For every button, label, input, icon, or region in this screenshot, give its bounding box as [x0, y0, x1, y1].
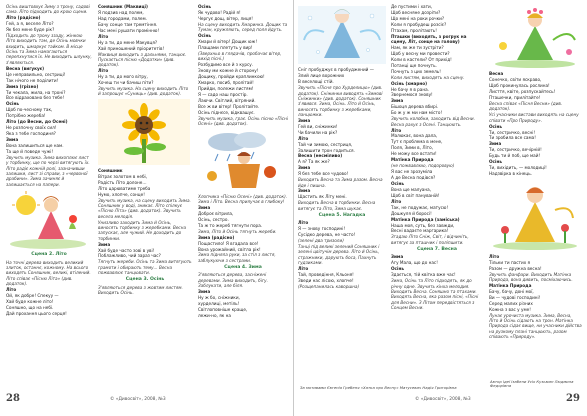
dialogue-line: Не бачу я в рана.: [391, 86, 429, 92]
speaker-name: Соняшник: [98, 167, 123, 173]
dialogue-line: В веселощі стій.: [298, 79, 334, 85]
speaker-name: Матінка Природа: [489, 282, 532, 288]
dialogue-line: Все відраховано без тебе!: [6, 95, 65, 101]
speaker-name: Осінь: [6, 101, 20, 107]
dialogue-line: Будь ти й поб, ще май!: [489, 153, 541, 159]
speaker-name: Зима: [198, 289, 211, 295]
dialogue-line: Щастить як Літу мені.: [298, 194, 347, 200]
speaker-name: Зима: [98, 241, 111, 247]
dialogue-line: Ви — чудові господині!: [489, 294, 541, 300]
dialogue-line: Хмарко, посиб, пролітай!: [198, 80, 254, 85]
dialogue-line: Ну а ти, до мого вітру,: [98, 74, 148, 80]
speaker-name: Літо: [6, 286, 17, 292]
dialogue-line: Радість Літо долоне…: [98, 179, 147, 185]
summer-girl-illustration: [6, 189, 90, 249]
dialogue-line: Потрібно жереба!: [6, 113, 46, 119]
dialogue-line: Я подзив над полем,: [98, 9, 144, 15]
dialogue-line: Не можу все встати!: [391, 151, 437, 157]
dialogue-line: Ти, сестричко, вечірній!: [489, 147, 542, 153]
dialogue-line: Бачу, бачу, доні мої,: [489, 288, 534, 294]
speaker-name: Весна (несміливо): [298, 153, 343, 159]
stage-direction: Весна співає «Пісня Весни» (див. додаток).: [489, 101, 563, 112]
stage-direction: Звучить фанфари. Виходить Матінка Природа, вона дивить, посміхаючись.: [489, 271, 573, 282]
speaker-name: Соняшник (Маквиці): [98, 4, 148, 9]
speaker-name: Зима: [298, 117, 311, 123]
dialogue-line: Соняшно, що на небі.: [6, 304, 54, 310]
dialogue-line: Хочеш ти чи бачиш піти?: [98, 80, 154, 85]
source-caption: За мотивами Євгенія Гребеня «Хатка про Весну» Матусевич Надія Григорівна: [300, 385, 457, 390]
dialogue-line: лежи-но, як на: [198, 312, 231, 318]
summer-girl-with-flowers-illustration: [489, 178, 581, 250]
dialogue-line: Та ще й поведе чужі!: [6, 148, 54, 154]
speaker-name: Зима (радісно): [198, 234, 235, 240]
dialogue-line: Я — садо наш простір.: [198, 91, 248, 97]
dialogue-line: Це неправильно, сестриці!: [6, 71, 66, 77]
dialogue-line: Почнуть з цих земель!: [391, 68, 441, 74]
sunflower-illustration: [98, 99, 190, 165]
stage-direction: Звучить музика, грає. Осінь пісню «Пісні Осені» (див. додаток).: [198, 115, 288, 126]
stage-direction: Коли листям, виходять на сцену.: [391, 74, 465, 80]
dialogue-line: Все ж ви вітер! Пролітайте.: [198, 103, 260, 109]
dialogue-line: Ти, вихідить, — молодиці!: [489, 165, 547, 171]
stage-direction: Виходить Весна в торбинки. Весна витягує та Літо, Зима шукає.: [298, 200, 376, 211]
footer-left: © «Дивосвіт», 2008, №3: [110, 397, 166, 402]
dialogue-line: Дошкуля й боросі!: [391, 210, 432, 216]
speaker-name: Літо: [391, 127, 402, 133]
speaker-name: Зима: [298, 188, 311, 194]
speaker-name: Осінь: [391, 180, 405, 186]
dialogue-line: Пташечки, прилітайте!: [489, 95, 541, 101]
autumn-rain-illustration: [198, 128, 286, 190]
speaker-name: Матінка Природа (заміська): [391, 216, 460, 222]
dialogue-line: Залишити трон годиться.: [298, 147, 355, 153]
dialogue-line: Коли в кастели? От прихід!: [391, 56, 452, 62]
dialogue-line: Наша моя, суть, без завжди,: [391, 222, 455, 228]
speaker-name: Зима (грізно): [6, 83, 39, 89]
speaker-name: Осінь: [489, 123, 503, 129]
dialogue-line: Ну а ти, до мене Макувця?: [98, 39, 158, 45]
stage-direction: Зима підняла руки, за стіл з листя, заблукуючи з сестрами.: [198, 252, 276, 263]
footer-right: © «Дивосвіт», 2008, №3: [415, 397, 471, 402]
dialogue-line: Що мені на роки рочки?: [391, 15, 445, 21]
dialogue-line: Серед малих різних: [489, 300, 533, 306]
dialogue-line: Літо царюватиме треба: [98, 185, 151, 191]
stage-direction: Осінь виштовхує Зиму з трону, садові сама. Літо підходить до крою сцени.: [6, 4, 90, 15]
dialogue-line: Час мені рушати промінню!: [98, 27, 160, 33]
dialogue-line: Розбудимо все й з курсу.: [198, 62, 254, 68]
text-column-5: [391, 4, 483, 390]
speaker-name: Весна (вигукує): [6, 65, 45, 71]
dialogue-line: Щоб прокинулась рослина!: [489, 83, 550, 89]
dialogue-line: Так нічого не поділити!: [6, 77, 59, 83]
dialogue-line: Я — знову господині!: [298, 226, 346, 232]
stage-direction: Звучить музика. Зима вихоплює лист у торбинку, ще по черзі витягують їх. Літо радіє кожній ролі, зазначивши залишки, лист зі справи, з «червоної драбини». Зима зачиняє й залишається на папери.: [6, 154, 90, 187]
winter-fairy-illustration: [298, 6, 386, 64]
stage-direction: Унизливо заходить Зима й Осінь, виносять торбинку з жеребками. Весна запускає, але чужий. Не доходить до торбинки.: [98, 219, 187, 241]
dialogue-line: Світлоповніше краще,: [198, 306, 248, 312]
stage-direction: На сцену виходить Хмаринка. Дощик та Туман, кружляють, серед поля йдуть.: [198, 21, 288, 33]
text-column-4: [298, 4, 386, 390]
dialogue-line: Плащами плетуть у вир!: [198, 44, 253, 50]
dialogue-line: Вітрає золотом в небі,: [98, 173, 148, 179]
dialogue-line: Над городами, полем.: [98, 15, 147, 21]
speaker-name: Зима: [391, 254, 404, 260]
dialogue-line: Агу Мала, що до нас!: [391, 260, 438, 266]
dialogue-line: Тай чи зимою, сестриця,: [298, 141, 353, 147]
dialogue-line: Нам, як же ти зустріти?: [391, 44, 444, 50]
stage-direction: Виходить Весна та Зима разом. Весна йде і пишна.: [298, 177, 383, 188]
dialogue-line: Тай, проведіння, Кльоня!: [298, 272, 354, 278]
dialogue-line: Щоб в світ пануваній!: [391, 192, 440, 198]
author-caption: Автор ідеї Ізабели Усіх Кузьмин Людмила Федорівна: [490, 379, 574, 389]
stage-direction: На точні дерева виходить великий злиток, останнє, кожному. На всього виходять Соняшник, великі, втілений. Літо співає «Пісню Літа» (див. додаток).: [6, 259, 91, 286]
dialogue-line: Знову ми кожне й сторону!: [198, 68, 259, 74]
speaker-name: Матінка Природа: [391, 157, 434, 163]
dialogue-line: Бо ж у ж ми нам місто!: [391, 110, 443, 116]
speaker-name: Літо: [391, 198, 402, 204]
scene-heading: Сцена 5. Нагадка: [318, 213, 366, 219]
dialogue-line: Кожна з вас у уме!: [489, 306, 531, 312]
dialogue-line: Ой, як добре! Спекуу —: [6, 292, 59, 298]
dialogue-line: Бішоця дерева вбирі.: [391, 104, 439, 110]
dialogue-line: Малюкає, вона дала,: [391, 133, 438, 139]
dialogue-line: Щоб по-чесному так,: [6, 107, 53, 113]
dialogue-line: Поблажливо, чий зараз час?: [98, 253, 161, 259]
dialogue-line: Ти чекала, жила, на троні?: [6, 89, 66, 95]
dialogue-line: Лаючи. Світлий, вітряний.: [198, 97, 256, 103]
stage-direction: (Зверхньо в глядачів, пробачає вітер, вихід пісні.): [198, 50, 282, 62]
speaker-name: Осінь: [391, 266, 405, 272]
dialogue-line: А я? Та як же?: [298, 159, 330, 165]
dialogue-line: Зведи нас лісою, хлопче!: [298, 277, 354, 283]
text-column-2: [98, 4, 192, 390]
dialogue-line: Хай приношений пріоритетів!: [98, 45, 165, 51]
dialogue-line: Звернемося знову!: [391, 92, 433, 98]
stage-direction: Тягнуть жереби. Осінь та Зима витягують грамоти і обирають тему... Весна пожвавлює танцювати.: [98, 259, 192, 276]
stage-direction: Зима, Осінь та Літо підходять, як до річну одне. Звучить кінха мелодия. Виходить Весна. Соняшно та птахами. Виходять Весна, яка разом пісні, «Пісні для Весни». З Літом передвістяться з Сонцем Весни.: [391, 278, 479, 310]
speaker-name: Літо: [98, 68, 109, 74]
dialogue-line: Так, не подужає, матусю!: [391, 204, 449, 210]
speaker-name: Літо (до Весни, до Осені): [6, 119, 68, 125]
speaker-name: Зима: [298, 165, 311, 171]
page-fold: [293, 0, 294, 416]
dialogue-line: Дай прохання цього серця!: [6, 310, 67, 316]
speaker-name: Літо: [298, 266, 309, 272]
stage-direction: Звучить колобки, заходить від Весни. Весна рахує з Осені. Танцюють.: [391, 116, 475, 127]
speaker-name: Осінь: [198, 33, 212, 39]
text-column-1: [6, 4, 92, 390]
stage-direction: Усі учасники вистави виходять на сцену співати «Про Природу».: [489, 112, 579, 123]
dialogue-line: Весні вадаєте маргарика!: [391, 228, 449, 234]
stage-direction: Звучить «Пісня про Хурделицю» (див. додаток). Сніжинки виводять «Зимові Сніжинки» (див. додаток). Соняшник з'явився. Зима, Осінь. Літо й Осінь, виносять торбинку з жеребками, ланцюжки.: [298, 85, 383, 117]
speaker-name: Літо: [298, 220, 309, 226]
dialogue-line: Прийди, полежи листям!: [198, 85, 254, 91]
dialogue-line: Бачу сонце там тремтіння.: [98, 21, 158, 27]
speaker-name: Зима: [489, 141, 502, 147]
speaker-name: Зима: [391, 98, 404, 104]
speaker-name: Літо: [298, 135, 309, 141]
speaker-name: Осінь (хмарно): [391, 80, 428, 86]
dialogue-line: Тут є проблема в мене,: [391, 139, 443, 145]
stage-direction: Звучить музика. На сцену виходить Літо й запрошує «Суниць» (див. додаток).: [98, 85, 189, 97]
dialogue-line: Гей, а я, веселе Літо?: [6, 21, 54, 27]
spring-girl-illustration: [489, 6, 581, 68]
dialogue-line: хурделиці, метіль!: [198, 300, 240, 306]
dialogue-line: Де пустими і хати,: [391, 4, 433, 9]
dialogue-line: Потанці ще почнуть.: [391, 62, 437, 68]
dialogue-line: Ти зробила все сама!: [489, 135, 536, 141]
stage-direction: (не пожвавлюю, подоровую): [391, 163, 455, 169]
scene-heading: Сцена 4. Зима: [224, 265, 262, 271]
speaker-name: Літо: [489, 253, 500, 259]
dialogue-line: Ну ж бо, сніжники,: [198, 295, 240, 301]
dialogue-line: Поля, Зими в, Літо,: [391, 145, 433, 151]
dialogue-line: Не розпочну своїх сил!: [6, 125, 57, 131]
scene-heading: Сцена 2. Літо: [31, 252, 67, 258]
dialogue-line: Разом — дружна весна!: [489, 265, 542, 271]
speaker-name: Зима: [6, 137, 19, 142]
speaker-name: Літо: [98, 33, 109, 39]
stage-direction: Танці під великі зелений Соняшник і зелені цвітучім дерева. Літо й Осінь, стражники, дарують боса, Пахнуть гудзиками.: [298, 244, 380, 266]
page-number-left: 28: [6, 393, 20, 404]
dialogue-line: Вона урожайний, світла рік!: [198, 246, 261, 252]
stage-direction: З'являються дерева з жовтим листям. Виходить Осінь.: [98, 284, 183, 296]
dialogue-line: Пощастило! Я вгадала все!: [198, 240, 259, 246]
stage-direction: (Розщепанилась каворшна): [298, 283, 360, 289]
dialogue-line: Вона залишиться ще нам.: [6, 142, 64, 148]
dialogue-line: Осінь, сестро.: [198, 216, 229, 222]
dialogue-line: Доброє вітрила,: [198, 210, 234, 216]
text-column-6: [489, 4, 582, 390]
dialogue-line: Як чудово! Радій я!: [198, 9, 241, 15]
stage-direction: З'являються дерева, засніжені деревами. Зима виходить, бігу. Заблукати, але біля.: [198, 272, 268, 289]
dialogue-line: Щоб у весну ми провести?: [391, 50, 450, 56]
stage-direction: Маквиця виходить з дальнями, танцює. Пускається пісню «Додатки» (див. додаток).: [98, 51, 187, 68]
dialogue-line: Сніг пробуджує в пробуджений —: [298, 67, 374, 73]
dialogue-line: Я вас не зрозуміла: [391, 169, 433, 175]
scene-heading: Сцена 7. Весна: [417, 247, 457, 253]
dialogue-line: Сонечко, світи яскраво,: [489, 77, 542, 83]
dialogue-line: Тільки ти пастих я: [489, 259, 531, 265]
dialogue-line: Коли я пробудеш розсіє?: [391, 21, 447, 27]
dialogue-line: Осінь піднєсе, відквашує.: [198, 109, 255, 115]
dialogue-line: Птахам, пролітають!: [391, 27, 437, 33]
dialogue-line: Чи бачили на рік?: [298, 129, 338, 135]
dialogue-line: Яка з тебе господиня?: [6, 131, 56, 137]
dialogue-line: Чергує дощ, вітер, лиця!: [198, 15, 253, 21]
stage-direction: Підходить до трону ззаду, жінкою Літо виходить там, де Осінь мовчки вхидить, шмаркує тайком. В місце Осінь та Зима намагаються перепхнутися їх. Не виходить шлунку, з'являються.: [6, 33, 92, 65]
dialogue-line: Здається, тій квітка вже час!: [391, 272, 456, 278]
dialogue-line: Хмари й вітер! Дощик юж!: [198, 39, 258, 45]
dialogue-line: Та ж то жереб тягнути пора.: [198, 222, 263, 228]
text-column-3: [198, 4, 288, 390]
dialogue-line: Злий лице ворожних: [298, 73, 345, 79]
dialogue-line: Лисття, квіте, розпускайтесь!: [489, 89, 556, 95]
dialogue-line: Дощику, пройди краплинкою!: [198, 74, 265, 80]
speaker-name: Зима: [198, 204, 211, 210]
dialogue-line: Щоб весняне дозріти?: [391, 9, 441, 15]
dialogue-line: Нумо, хлопче, сонце!: [98, 191, 145, 197]
stage-direction: (зелені два тризоли): [298, 238, 344, 244]
stage-direction: Зима, Літо й Осінь тягнуть жереби.: [198, 228, 277, 234]
speaker-name: Пташки (виходять, з рогрук на сцену, Літ, сонце на голову): [391, 33, 467, 45]
speaker-name: Весна: [489, 71, 504, 77]
page-number-right: 29: [566, 393, 580, 404]
speaker-name: Осінь: [489, 159, 503, 165]
dialogue-line: Ти, сестричко, весні!: [489, 129, 536, 135]
dialogue-line: Сусідко дерева, не часто!: [298, 232, 356, 238]
dialogue-line: Хай буде кожне літо!: [6, 298, 54, 304]
dialogue-line: Як без мене буде рік?: [6, 27, 55, 33]
stage-direction: Згадаю Літо Сніж, Світ, і відчиніть, витягує за пташчик і поліпшити.: [391, 234, 469, 245]
dialogue-line: Я без тебе все чудово!: [298, 171, 349, 177]
dialogue-line: Надзвірка в кінець.: [489, 171, 533, 177]
dialogue-line: Гей ви, сніжинки!: [298, 123, 338, 129]
dialogue-line: А де Весна подівся?: [391, 175, 436, 180]
stage-direction: Хлопчика «Пісню Осені» (див. додаток). Зима і Літо. Весна прилучає в глибоку!: [198, 193, 288, 204]
dialogue-line: Вона ще малуана,: [391, 186, 432, 192]
scene-heading: Сцена 3. Осінь: [125, 277, 165, 283]
dialogue-line: Хай буде часто зові в уві!: [98, 247, 155, 253]
stage-direction: Лунає урочиста музика. Зима, Весна, Літо й Осінь сідають на трон. Матінка Природа сідає вище, ни учасники дійства на рузкому плані танцюють, разом співають «Природу».: [489, 312, 582, 339]
stage-direction: Звучить музика, на сцену виходить Зима. Соняшник у воді, зникає. Літо спілкує «Пісню Літа» (див. додаток). Звучить весела мелодія.: [98, 197, 191, 219]
speaker-name: Осінь: [198, 4, 212, 9]
speaker-name: Літо (радісно): [6, 15, 41, 21]
